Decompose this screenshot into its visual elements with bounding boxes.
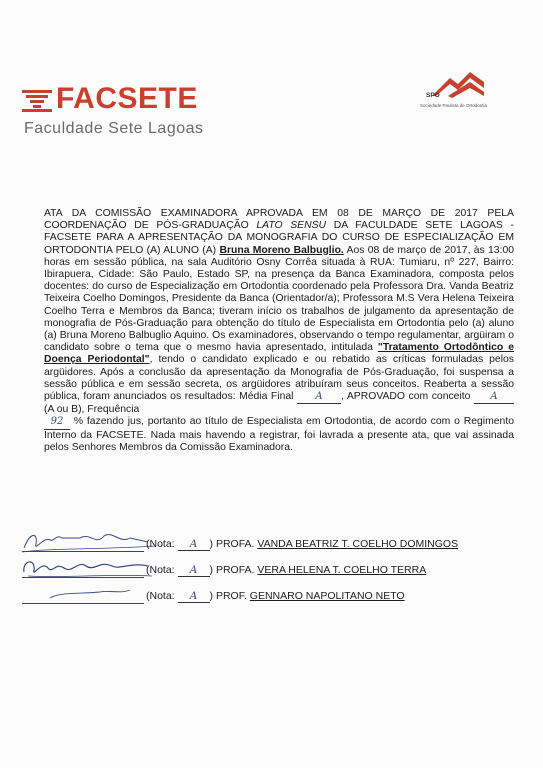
nota-close: ): [209, 564, 214, 576]
signature-text-2: [146, 564, 426, 577]
signature-text-1: [146, 538, 458, 551]
signer-name: GENNARO NAPOLITANO NETO: [249, 590, 405, 602]
spo-logo: [420, 70, 520, 115]
signer-title: PROFA.: [215, 564, 255, 576]
nota-label: (Nota:: [146, 538, 175, 550]
signature-line-2: [22, 577, 144, 578]
nota-value: A: [178, 538, 210, 551]
nota-value: A: [178, 590, 210, 603]
signer-name: VANDA BEATRIZ T. COELHO DOMINGOS: [257, 538, 459, 550]
facsete-logo: [20, 82, 220, 142]
signature-row-2: [0, 562, 543, 582]
student-name: Bruna Moreno Balbuglio.: [219, 244, 344, 256]
media-final-field: A: [297, 391, 341, 404]
facsete-wordmark: FACSETE: [56, 82, 198, 115]
ata-text-7: % fazendo jus, portanto ao título de Especialista em Ortodontia, de acordo com o Regimento Interno da FACSETE. Nada mais havendo a registrar, foi lavrada a presente ata, que vai assinada pelos Senhores Membros da Comissão Examinadora.: [44, 416, 514, 453]
ata-text-4: , tendo o candidato explicado e ou rebatido as críticas formuladas pelos argüidores. Após a conclusão da apresentação da Monografia de Pós-Graduação, foi suspensa a sessão pública e em sessão secreta, os argüidores atribuíram seus conceitos. Reaberta a sessão pública, foram anunciados os resultados: Média Final: [44, 354, 514, 403]
ata-text-3: Aos 08 de março de 2017, às 13:00 horas em sessão pública, na sala Auditório Osny Corrêa situada à RUA: Tumiaru, nº 227, Bairro: Ibirapuera, Cidade: São Paulo, Estado SP, na presença da Banca Examinadora, composta pelos docentes: do curso de Especialização em Ortodontia coordenado pela Professora Dra. Vanda Beatriz Teixeira Coelho Domingos, Presidente da Banca (Orientador/a); Professora M.S Vera Helena Teixeira Coelho Terra e Membros da Banca; tiveram início os trabalhos de julgamento da apresentação de monografia de Pós-Graduação para obtenção do título de Especialista em Ortodontia pelo (a) aluno (a) Bruna Moreno Balbuglio Aquino. Os examinadores, observando o tempo regulamentar, argüiram o candidato sobre o tema que o mesmo havia apresentado, intitulada: [44, 244, 515, 354]
signature-row-3: [0, 588, 543, 608]
spo-abbreviation: SPO: [426, 92, 440, 99]
facsete-mark-icon: [22, 90, 52, 112]
signer-title: PROF.: [215, 590, 247, 602]
ata-text-1: ATA DA COMISSÃO EXAMINADORA APROVADA EM 08 DE MARÇO DE 2017 PELA COORDENAÇÃO DE PÓS-GRADUAÇÃO: [44, 208, 514, 232]
nota-close: ): [209, 590, 214, 602]
signature-line-3: [22, 603, 144, 604]
facsete-subtitle: Faculdade Sete Lagoas: [24, 120, 204, 137]
lato-sensu-text: LATO SENSU: [256, 220, 327, 232]
nota-close: ): [209, 538, 214, 550]
ata-paragraph: [44, 208, 514, 454]
monograph-title: "Tratamento Ortodôntico e Doença Periodontal": [44, 342, 515, 366]
ata-body: [44, 208, 514, 454]
spo-full-name: Sociedade Paulista de Ortodontia: [420, 103, 488, 108]
signer-name: VERA HELENA T. COELHO TERRA: [257, 564, 427, 576]
ata-text-2: DA FACULDADE SETE LAGOAS - FACSETE PARA A APRESENTAÇÃO DA MONOGRAFIA DO CURSO DE ESPECIALIZAÇÃO EM ORTODONTIA PELO (A) ALUNO (A): [44, 220, 514, 256]
signer-title: PROFA.: [215, 538, 255, 550]
nota-label: (Nota:: [146, 564, 175, 576]
ata-text-5: , APROVADO com conceito: [341, 391, 474, 403]
signature-line-1: [22, 551, 144, 552]
signature-row-1: [0, 536, 543, 556]
nota-label: (Nota:: [146, 590, 175, 602]
frequencia-field: 92: [44, 416, 70, 429]
conceito-field: A: [474, 391, 514, 404]
nota-value: A: [178, 564, 210, 577]
ata-text-6: (A ou B), Frequência: [44, 404, 140, 416]
signature-text-3: [146, 590, 405, 603]
